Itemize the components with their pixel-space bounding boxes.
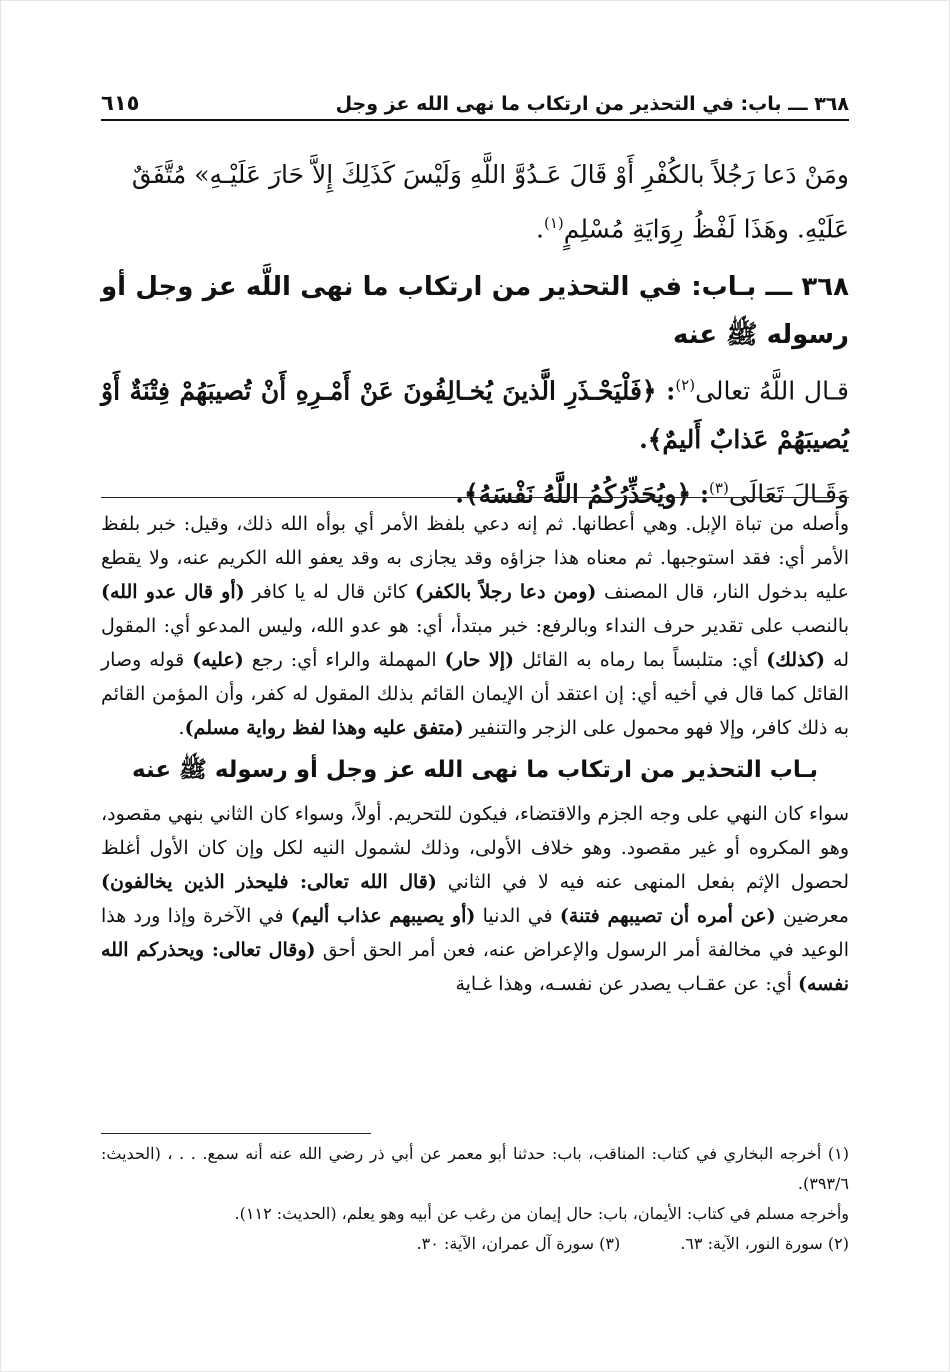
footnote-mark-3: (٣)	[709, 478, 729, 497]
footnote-3: (٣) سورة آل عمران، الآية: ٣٠.	[416, 1234, 621, 1253]
commentary-chapter-heading: بـاب التحذير من ارتكاب ما نهى الله عز وجل أو رسوله ﷺ عنه	[132, 757, 818, 783]
page-number: ٦١٥	[101, 91, 140, 115]
verse-2: وَقَـالَ تَعَالَى$^{(٣)}$: ﴿ويُحَذِّرُكُمُ اللَّهُ نَفْسَهُ﴾.	[455, 478, 849, 508]
verse-1: قـال اللَّهُ تعالى$^{(٢)}$: ﴿فَلْيَحْـذَرِ الَّذينَ يُخـالِفُونَ عَنْ أَمْـرِهِ أَنْ تُصيبَهُمْ فِتْنَةٌ أَوْ يُصيبَهُمْ عَذابٌ أَليمٌ﴾.	[101, 376, 849, 454]
hadith-line-1: ومَنْ دَعا رَجُلاً بالكُفْرِ أَوْ قَالَ عَـدُوَّ اللَّهِ وَلَيْسَ كَذَلِكَ إِلاَّ حَارَ عَلَيْـهِ» مُتَّفَقٌ	[131, 160, 849, 189]
commentary-paragraph-1: وأصله من تباة الإبل. وهي أعطانها. ثم إنه دعي بلفظ الأمر أي بوأه الله ذلك، وقيل: خبر بلفظ الأمر أي: فقد استوجبها. ثم معناه هذا جزاؤه وقد يجازى به وقد يعفو الله الكريم عنه، ولا يقطع عليه بدخول النار، قال المصنف (ومن دعا رجلاً بالكفر) كائن قال له يا كافر (أو قال عدو الله) بالنصب على تقدير حرف النداء وبالرفع: خبر مبتدأ، أي: هو عدو الله، وليس المدعو أي: المقول له (كذلك) أي: متلبساً بما رماه به القائل (إلا حار) المهملة والراء أي: رجع (عليه) قوله وصار القائل كما قال في أخيه أي: إن اعتقد أن الإيمان القائم بذلك المقول له كفر، وأن المؤمن القائم به ذلك كافر، وإلا فهو محمول على الزجر والتنفير (متفق عليه وهذا لفظ رواية مسلم).	[101, 513, 850, 739]
footnote-1: (١) أخرجه البخاري في كتاب: المناقب، باب: حدثنا أبو معمر عن أبي ذر رضي الله عنه أنه سمع. . . ، (الحديث: ٣٩٣/٦).	[101, 1144, 849, 1193]
footnote-1-continued: وأخرجه مسلم في كتاب: الأيمان، باب: حال إيمان من رغب عن أبيه وهو يعلم، (الحديث: ١١٢).	[234, 1204, 849, 1223]
page-header	[101, 87, 849, 121]
footnote-2: (٢) سورة النور، الآية: ٦٣.	[680, 1234, 849, 1253]
footnote-divider	[101, 1133, 371, 1134]
footnotes-section	[101, 1139, 849, 1259]
hadith-line-2: عَلَيْهِ. وهَذَا لَفْظُ رِوَايَةِ مُسْلِمٍ$^{(١)}$.	[536, 214, 849, 244]
hadith-text	[101, 151, 849, 518]
running-title: ٣٦٨ ـــ باب: في التحذير من ارتكاب ما نهى الله عز وجل	[335, 93, 849, 115]
commentary-paragraph-2: سواء كان النهي على وجه الجزم والاقتضاء، فيكون للتحريم. أولاً، وسواء كان الثاني بنهي مقصود، وهو المكروه أو غير مقصود. وهو خلاف الأولى، وذلك لشمول النيه لكل وإن كان الأول أغلظ لحصول الإثم بفعل المنهى عنه فيه لا في الثاني (قال الله تعالى: فليحذر الذين يخالفون) معرضين (عن أمره أن تصيبهم فتنة) في الدنيا (أو يصيبهم عذاب أليم) في الآخرة وإذا ورد هذا الوعيد في مخالفة أمر الرسول والإعراض عنه، فعن أمر الحق أحق (وقال تعالى: ويحذركم الله نفسه) أي: عن عقـاب يصدر عن نفسـه، وهذا غـاية	[101, 803, 849, 995]
footnote-mark-2: (٢)	[675, 376, 696, 395]
commentary-section	[101, 507, 849, 1001]
footnote-row	[101, 1229, 849, 1259]
chapter-heading: ٣٦٨ ـــ بـاب: في التحذير من ارتكاب ما نهى اللَّه عز وجل أو رسوله ﷺ عنه	[101, 272, 849, 351]
main-divider	[101, 497, 849, 498]
footnote-mark-1: (١)	[543, 214, 564, 232]
